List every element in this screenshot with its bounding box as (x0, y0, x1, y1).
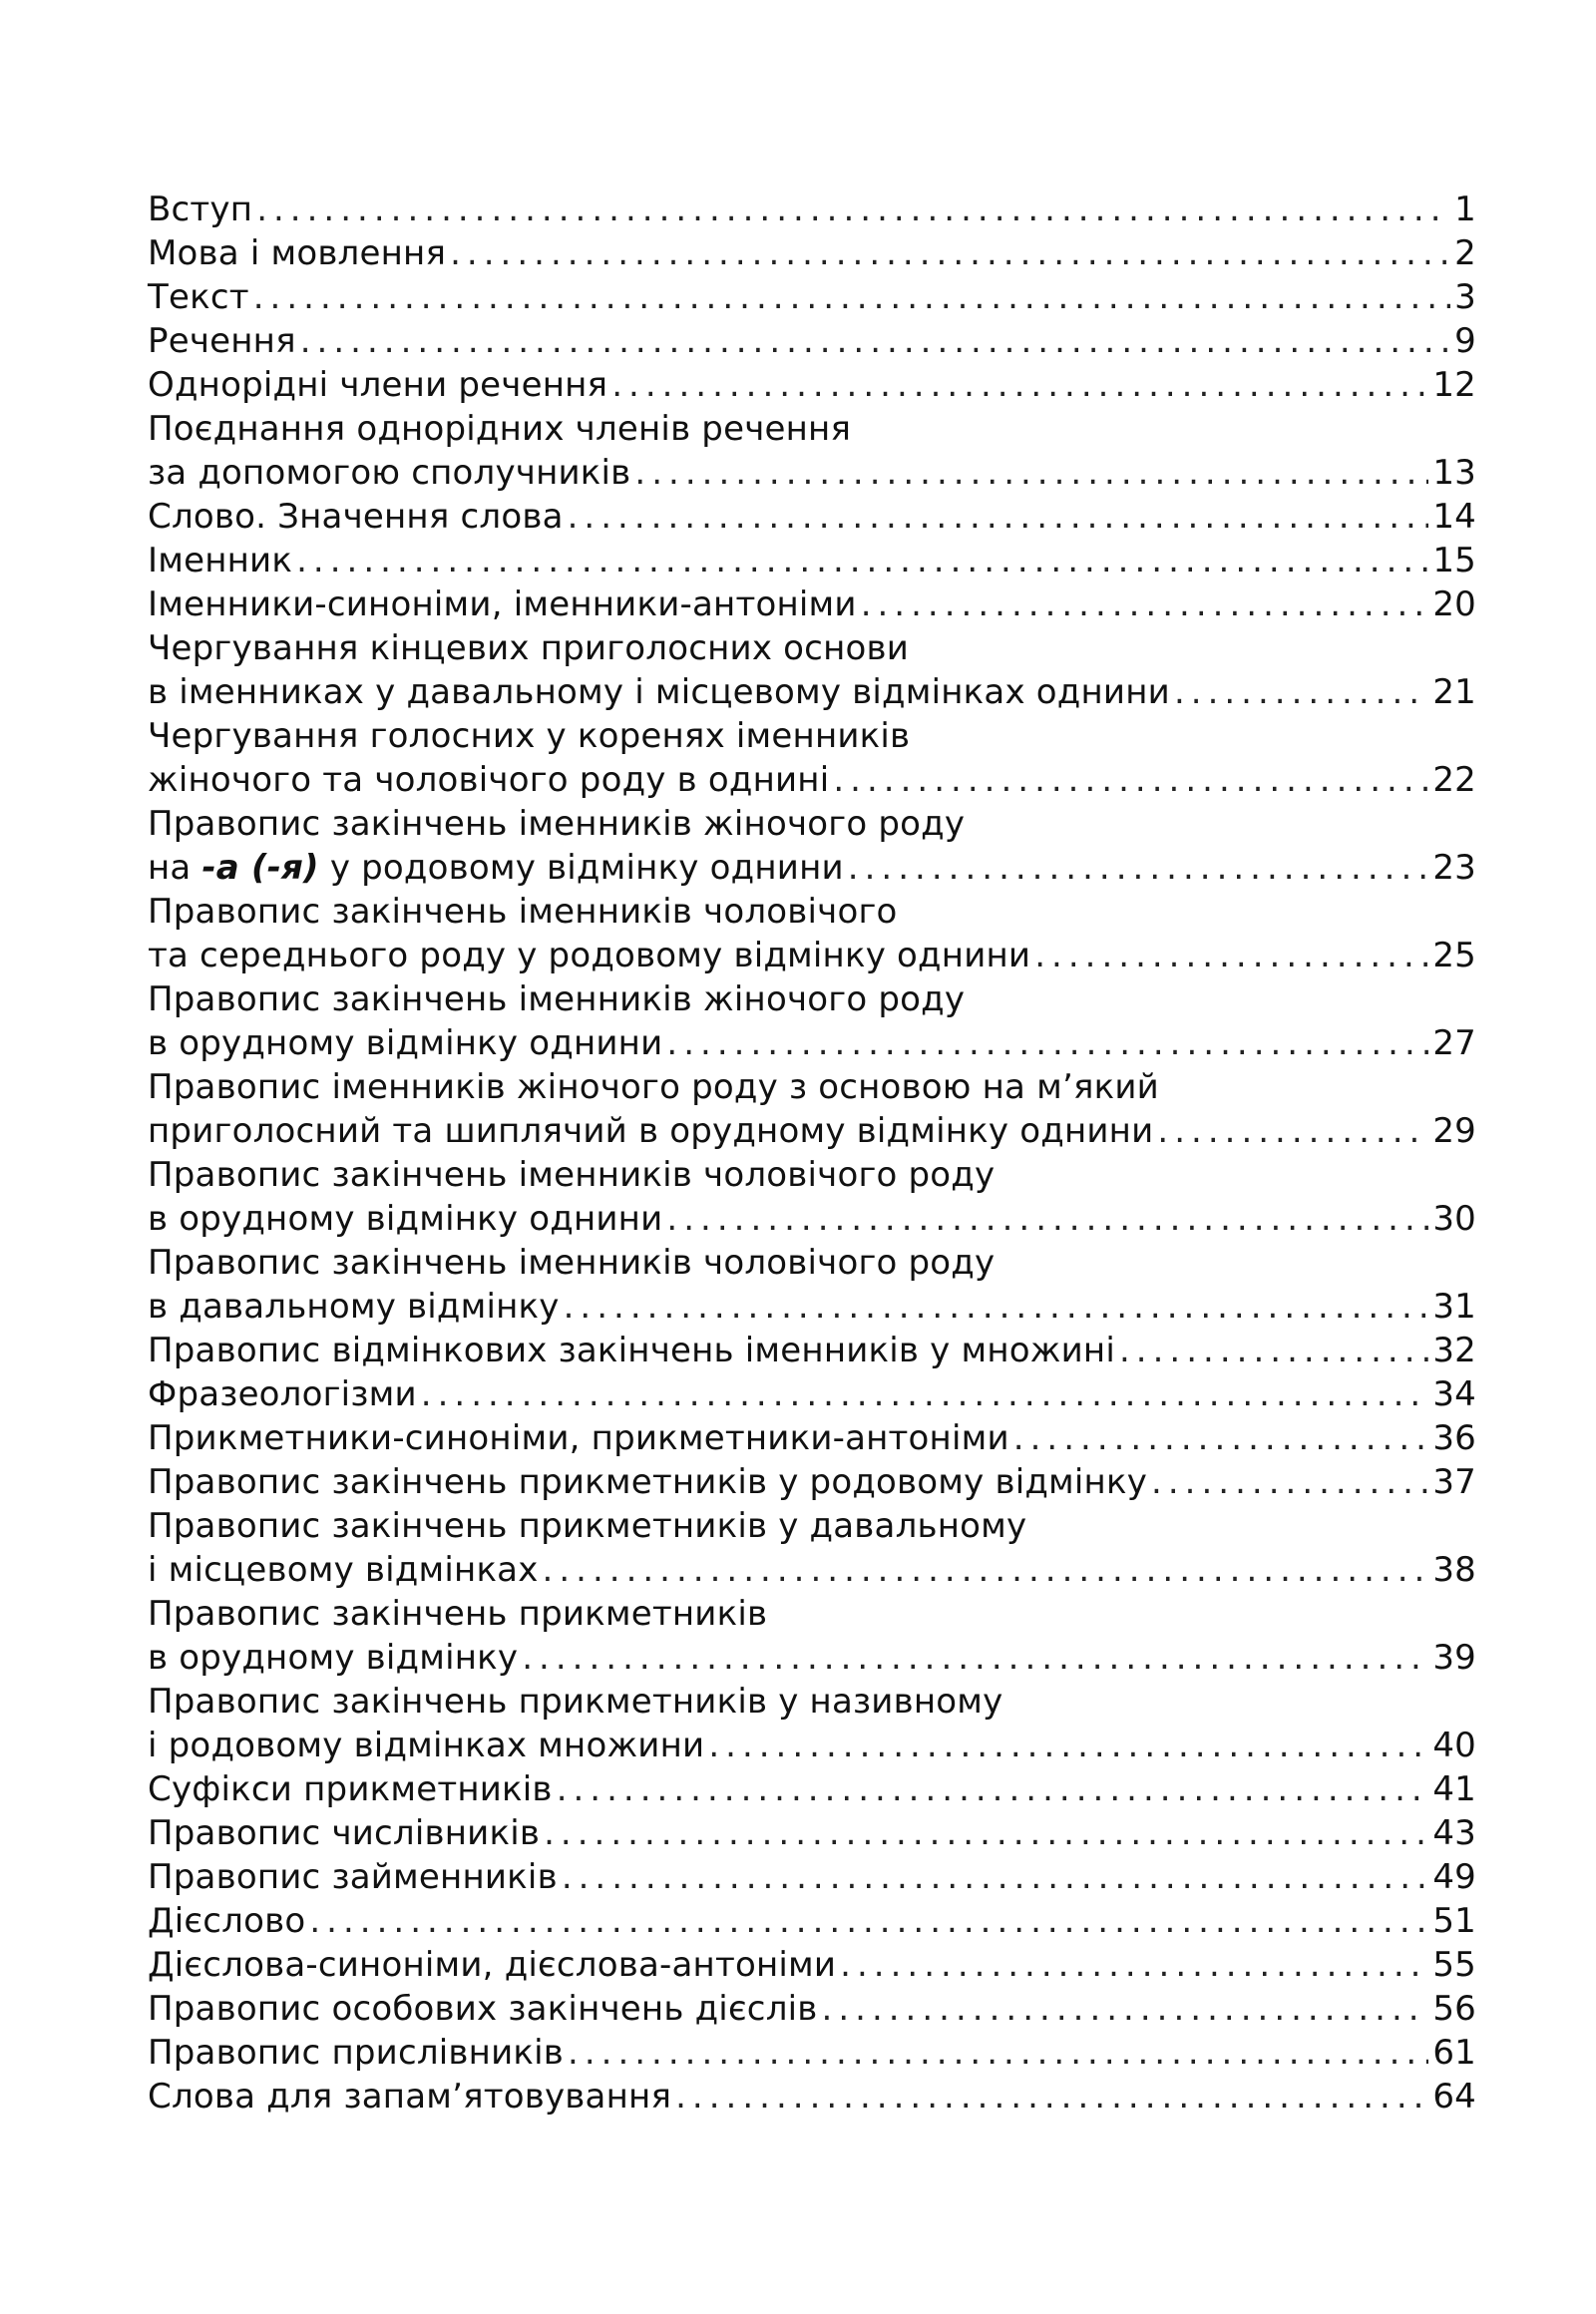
dot-leader (292, 539, 1428, 582)
toc-entry-title: Суфікси прикметників (148, 1769, 553, 1809)
dot-leader (539, 1548, 1429, 1592)
toc-entry-final-line (148, 670, 1476, 714)
toc-entry[interactable] (148, 1767, 1476, 1811)
dot-leader (249, 275, 1450, 319)
toc-entry[interactable] (148, 188, 1476, 231)
toc-entry[interactable] (148, 802, 1476, 890)
toc-entry-title-line: Правопис закінчень іменників чоловічого роду (148, 1155, 996, 1195)
toc-entry-title-line: Правопис закінчень іменників жіночого роду (148, 804, 966, 844)
toc-page-number: 14 (1432, 497, 1476, 537)
toc-entry-title: Правопис відмінкових закінчень іменників у множині (148, 1331, 1115, 1370)
toc-entry-title: Прикметники-синоніми, прикметники-антоніми (148, 1418, 1009, 1458)
toc-entry-title: Правопис прислівників (148, 2033, 565, 2073)
toc-entry-title: Текст (148, 277, 249, 317)
toc-entry[interactable] (148, 275, 1476, 319)
toc-entry[interactable] (148, 1329, 1476, 1372)
toc-entry-title: Дієслова-синоніми, дієслова-антоніми (148, 1945, 837, 1985)
toc-entry-title: Слово. Значення слова (148, 497, 564, 537)
toc-entry-final-line (148, 758, 1476, 802)
toc-page-number: 39 (1432, 1638, 1476, 1678)
dot-leader (560, 1285, 1429, 1329)
toc-entry-final-line (148, 1724, 1476, 1767)
toc-entry[interactable] (148, 977, 1476, 1065)
toc-page-number: 38 (1432, 1550, 1476, 1590)
toc-page-number: 56 (1432, 1989, 1476, 2029)
toc-page-number: 1 (1454, 190, 1476, 229)
toc-entry[interactable] (148, 1504, 1476, 1592)
toc-entry[interactable] (148, 714, 1476, 802)
toc-page-number: 23 (1432, 848, 1476, 888)
toc-entry[interactable] (148, 1811, 1476, 1855)
dot-leader (818, 1987, 1429, 2031)
toc-entry[interactable] (148, 495, 1476, 539)
toc-entry-final-line (148, 1109, 1476, 1153)
toc-entry[interactable] (148, 2075, 1476, 2119)
toc-page-number: 3 (1454, 277, 1476, 317)
toc-entry[interactable] (148, 582, 1476, 626)
toc-entry[interactable] (148, 1680, 1476, 1767)
toc-entry-final-line (148, 1460, 1476, 1504)
toc-entry-final-line (148, 846, 1476, 890)
toc-entry-title-line: Правопис закінчень іменників чоловічого роду (148, 1243, 996, 1283)
toc-page-number: 20 (1432, 584, 1476, 624)
dot-leader (607, 363, 1428, 407)
toc-entry[interactable] (148, 1899, 1476, 1943)
toc-entry[interactable] (148, 1372, 1476, 1416)
dot-leader (417, 1372, 1429, 1416)
toc-entry[interactable] (148, 1416, 1476, 1460)
toc-entry-title (148, 846, 844, 890)
toc-entry-title: і місцевому відмінках (148, 1550, 539, 1590)
dot-leader (305, 1899, 1428, 1943)
toc-page-number: 49 (1432, 1857, 1476, 1897)
dot-leader (558, 1855, 1429, 1899)
toc-entry-final-line (148, 1855, 1476, 1899)
dot-leader (844, 846, 1429, 890)
toc-page-number: 9 (1454, 321, 1476, 361)
toc-entry-title: за допомогою сполучників (148, 453, 631, 493)
toc-entry-title: в орудному відмінку однини (148, 1023, 663, 1063)
toc-entry[interactable] (148, 1592, 1476, 1680)
toc-page-number: 41 (1432, 1769, 1476, 1809)
toc-entry-final-line (148, 1987, 1476, 2031)
toc-entry[interactable] (148, 231, 1476, 275)
toc-entry-title: в іменниках у давальному і місцевому відмінках однини (148, 672, 1170, 712)
toc-entry-final-line (148, 582, 1476, 626)
toc-page-number: 22 (1432, 760, 1476, 800)
toc-entry[interactable] (148, 1943, 1476, 1987)
toc-entry-title-line: Поєднання однорідних членів речення (148, 409, 852, 449)
toc-page-number: 51 (1432, 1901, 1476, 1941)
dot-leader (662, 1197, 1428, 1241)
toc-entry-title: і родовому відмінках множини (148, 1726, 705, 1765)
toc-entry-final-line (148, 1548, 1476, 1592)
dot-leader (630, 451, 1428, 495)
toc-entry-title-line: Правопис закінчень прикметників у давальному (148, 1506, 1027, 1546)
toc-entry[interactable] (148, 626, 1476, 714)
toc-entry[interactable] (148, 2031, 1476, 2075)
toc-entry-title-line: Правопис закінчень іменників жіночого роду (148, 979, 966, 1019)
toc-entry-title: в орудному відмінку однини (148, 1199, 663, 1239)
toc-entry-final-line (148, 1943, 1476, 1987)
toc-entry-final-line (148, 1021, 1476, 1065)
dot-leader (1153, 1109, 1428, 1153)
toc-entry-final-line (148, 1197, 1476, 1241)
toc-page-number: 43 (1432, 1813, 1476, 1853)
dot-leader (1115, 1329, 1428, 1372)
toc-entry[interactable] (148, 1241, 1476, 1329)
toc-page-number: 15 (1432, 541, 1476, 580)
dot-leader (446, 231, 1450, 275)
toc-entry-final-line (148, 319, 1476, 363)
toc-entry-title: Іменник (148, 541, 293, 580)
toc-entry-title: Фразеологізми (148, 1374, 417, 1414)
toc-entry[interactable] (148, 319, 1476, 363)
table-of-contents (148, 188, 1476, 2119)
toc-entry-title: Мова і мовлення (148, 233, 447, 273)
toc-page-number: 27 (1432, 1023, 1476, 1063)
toc-entry-final-line (148, 275, 1476, 319)
dot-leader (829, 758, 1428, 802)
toc-entry-title-suffix: у родовому відмінку однини (329, 848, 844, 888)
dot-leader (252, 188, 1450, 231)
toc-entry-title: Однорідні члени речення (148, 365, 608, 405)
toc-entry-title-prefix: на (148, 848, 192, 888)
toc-page-number: 21 (1432, 672, 1476, 712)
toc-entry-final-line (148, 1899, 1476, 1943)
toc-entry-title: в давальному відмінку (148, 1287, 560, 1327)
dot-leader (1170, 670, 1428, 714)
toc-page-number: 37 (1432, 1462, 1476, 1502)
toc-page-number: 55 (1432, 1945, 1476, 1985)
toc-entry-final-line (148, 1767, 1476, 1811)
toc-entry-final-line (148, 1416, 1476, 1460)
toc-entry-title: та середнього роду у родовому відмінку однини (148, 936, 1031, 975)
dot-leader (518, 1636, 1428, 1680)
toc-entry-title: Речення (148, 321, 296, 361)
toc-entry-final-line (148, 188, 1476, 231)
dot-leader (540, 1811, 1428, 1855)
toc-entry[interactable] (148, 1065, 1476, 1153)
toc-entry-final-line (148, 363, 1476, 407)
toc-entry[interactable] (148, 363, 1476, 407)
toc-entry-title-line: Чергування кінцевих приголосних основи (148, 628, 910, 668)
toc-entry-title-line: Правопис закінчень іменників чоловічого (148, 892, 898, 932)
toc-entry-title: Іменники-синоніми, іменники-антоніми (148, 584, 857, 624)
toc-entry-final-line (148, 539, 1476, 582)
toc-entry[interactable] (148, 407, 1476, 495)
toc-entry-title: Правопис числівників (148, 1813, 541, 1853)
toc-entry-title-line: Правопис закінчень прикметників (148, 1594, 768, 1634)
dot-leader (564, 495, 1429, 539)
dot-leader (553, 1767, 1429, 1811)
toc-page-number: 32 (1432, 1331, 1476, 1370)
toc-entry[interactable] (148, 539, 1476, 582)
toc-page-number: 13 (1432, 453, 1476, 493)
toc-entry-final-line (148, 231, 1476, 275)
toc-entry-final-line (148, 1285, 1476, 1329)
toc-entry-title: Правопис займенників (148, 1857, 558, 1897)
toc-entry-title-line: Правопис закінчень прикметників у називному (148, 1682, 1003, 1722)
toc-entry[interactable] (148, 1460, 1476, 1504)
toc-entry-title: Правопис закінчень прикметників у родовому відмінку (148, 1462, 1148, 1502)
toc-entry-title-line: Чергування голосних у коренях іменників (148, 716, 911, 756)
toc-entry-title: Правопис особових закінчень дієслів (148, 1989, 818, 2029)
toc-entry[interactable] (148, 1855, 1476, 1899)
toc-entry-title: Вступ (148, 190, 253, 229)
toc-page-number: 31 (1432, 1287, 1476, 1327)
dot-leader (671, 2075, 1428, 2119)
toc-page-number: 34 (1432, 1374, 1476, 1414)
dot-leader (662, 1021, 1428, 1065)
toc-page-number: 30 (1432, 1199, 1476, 1239)
toc-entry-title: приголосний та шиплячий в орудному відмінку однини (148, 1111, 1154, 1151)
toc-page-number: 29 (1432, 1111, 1476, 1151)
toc-page-number: 61 (1432, 2033, 1476, 2073)
toc-entry-final-line (148, 934, 1476, 977)
toc-entry-title: в орудному відмінку (148, 1638, 519, 1678)
toc-page-number: 36 (1432, 1418, 1476, 1458)
toc-entry-final-line (148, 2031, 1476, 2075)
dot-leader (1030, 934, 1428, 977)
toc-entry-final-line (148, 1372, 1476, 1416)
dot-leader (564, 2031, 1428, 2075)
toc-page-number: 64 (1432, 2077, 1476, 2117)
toc-entry-final-line (148, 495, 1476, 539)
toc-entry[interactable] (148, 1153, 1476, 1241)
dot-leader (296, 319, 1450, 363)
toc-entry-title-emphasis: -а (-я) (201, 848, 319, 888)
dot-leader (704, 1724, 1428, 1767)
toc-page-number: 12 (1432, 365, 1476, 405)
dot-leader (857, 582, 1429, 626)
dot-leader (1147, 1460, 1428, 1504)
toc-entry-final-line (148, 2075, 1476, 2119)
toc-entry-final-line (148, 451, 1476, 495)
toc-page-number: 40 (1432, 1726, 1476, 1765)
dot-leader (1009, 1416, 1429, 1460)
dot-leader (836, 1943, 1428, 1987)
toc-entry-title: жіночого та чоловічого роду в однині (148, 760, 830, 800)
toc-page-number: 2 (1454, 233, 1476, 273)
toc-entry-title: Слова для запам’ятовування (148, 2077, 672, 2117)
toc-entry-final-line (148, 1329, 1476, 1372)
toc-entry[interactable] (148, 890, 1476, 977)
toc-entry-title-line: Правопис іменників жіночого роду з основою на м’який (148, 1067, 1159, 1107)
toc-entry-final-line (148, 1811, 1476, 1855)
toc-entry-final-line (148, 1636, 1476, 1680)
toc-entry-title: Дієслово (148, 1901, 306, 1941)
toc-page-number: 25 (1432, 936, 1476, 975)
toc-entry[interactable] (148, 1987, 1476, 2031)
